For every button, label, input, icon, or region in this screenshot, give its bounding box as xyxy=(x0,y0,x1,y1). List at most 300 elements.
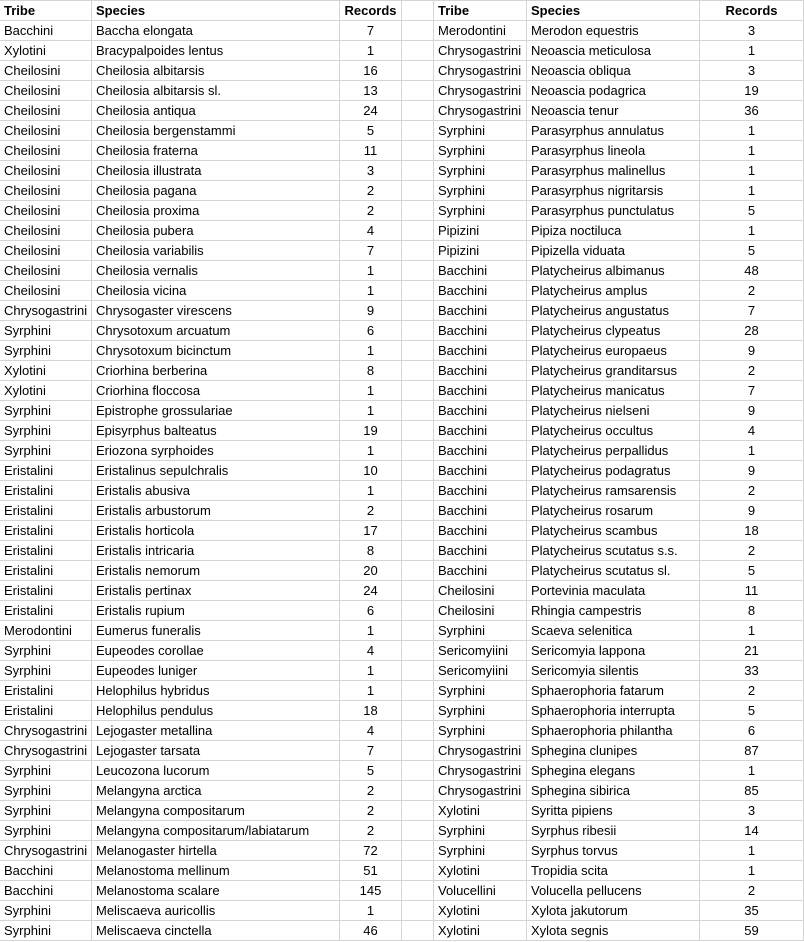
left-tribe-cell[interactable]: Bacchini xyxy=(0,21,92,41)
gap-cell[interactable] xyxy=(402,41,434,61)
right-records-cell[interactable]: 2 xyxy=(700,681,804,701)
left-species-cell[interactable]: Eristalis intricaria xyxy=(92,541,340,561)
left-species-cell[interactable]: Cheilosia pagana xyxy=(92,181,340,201)
right-records-cell[interactable]: 1 xyxy=(700,861,804,881)
right-species-cell[interactable]: Xylota jakutorum xyxy=(527,901,700,921)
left-tribe-cell[interactable]: Xylotini xyxy=(0,381,92,401)
left-species-cell[interactable]: Chrysotoxum bicinctum xyxy=(92,341,340,361)
left-records-cell[interactable]: 4 xyxy=(340,641,402,661)
left-records-cell[interactable]: 7 xyxy=(340,21,402,41)
gap-cell[interactable] xyxy=(402,641,434,661)
left-species-cell[interactable]: Eristalis pertinax xyxy=(92,581,340,601)
left-species-cell[interactable]: Cheilosia variabilis xyxy=(92,241,340,261)
left-tribe-cell[interactable]: Eristalini xyxy=(0,601,92,621)
right-species-cell[interactable]: Platycheirus rosarum xyxy=(527,501,700,521)
right-records-cell[interactable]: 5 xyxy=(700,201,804,221)
left-records-cell[interactable]: 13 xyxy=(340,81,402,101)
right-species-cell[interactable]: Scaeva selenitica xyxy=(527,621,700,641)
right-species-cell[interactable]: Parasyrphus annulatus xyxy=(527,121,700,141)
right-species-cell[interactable]: Platycheirus clypeatus xyxy=(527,321,700,341)
left-tribe-cell[interactable]: Cheilosini xyxy=(0,161,92,181)
left-tribe-cell[interactable]: Xylotini xyxy=(0,41,92,61)
left-records-cell[interactable]: 1 xyxy=(340,261,402,281)
left-tribe-cell[interactable]: Syrphini xyxy=(0,641,92,661)
left-species-cell[interactable]: Cheilosia antiqua xyxy=(92,101,340,121)
right-records-cell[interactable]: 7 xyxy=(700,301,804,321)
left-tribe-cell[interactable]: Eristalini xyxy=(0,541,92,561)
gap-cell[interactable] xyxy=(402,281,434,301)
right-tribe-cell[interactable]: Bacchini xyxy=(434,301,527,321)
right-records-cell[interactable]: 1 xyxy=(700,141,804,161)
left-species-cell[interactable]: Eristalis horticola xyxy=(92,521,340,541)
left-species-cell[interactable]: Bracypalpoides lentus xyxy=(92,41,340,61)
gap-cell[interactable] xyxy=(402,481,434,501)
right-species-cell[interactable]: Parasyrphus lineola xyxy=(527,141,700,161)
left-tribe-cell[interactable]: Syrphini xyxy=(0,761,92,781)
left-species-cell[interactable]: Eristalis abusiva xyxy=(92,481,340,501)
left-records-header[interactable]: Records xyxy=(340,1,402,21)
right-records-cell[interactable]: 9 xyxy=(700,461,804,481)
gap-cell[interactable] xyxy=(402,661,434,681)
left-records-cell[interactable]: 2 xyxy=(340,781,402,801)
left-tribe-cell[interactable]: Eristalini xyxy=(0,701,92,721)
right-species-cell[interactable]: Sphaerophoria fatarum xyxy=(527,681,700,701)
right-tribe-cell[interactable]: Sericomyiini xyxy=(434,641,527,661)
right-tribe-cell[interactable]: Bacchini xyxy=(434,281,527,301)
right-tribe-cell[interactable]: Chrysogastrini xyxy=(434,61,527,81)
gap-cell[interactable] xyxy=(402,521,434,541)
right-tribe-cell[interactable]: Cheilosini xyxy=(434,581,527,601)
gap-cell[interactable] xyxy=(402,541,434,561)
right-records-header[interactable]: Records xyxy=(700,1,804,21)
right-species-cell[interactable]: Sphegina sibirica xyxy=(527,781,700,801)
gap-cell[interactable] xyxy=(402,341,434,361)
gap-cell[interactable] xyxy=(402,781,434,801)
gap-cell[interactable] xyxy=(402,561,434,581)
left-records-cell[interactable]: 5 xyxy=(340,761,402,781)
left-species-cell[interactable]: Cheilosia vicina xyxy=(92,281,340,301)
right-records-cell[interactable]: 2 xyxy=(700,881,804,901)
left-species-cell[interactable]: Lejogaster tarsata xyxy=(92,741,340,761)
right-species-cell[interactable]: Portevinia maculata xyxy=(527,581,700,601)
right-records-cell[interactable]: 1 xyxy=(700,121,804,141)
right-records-cell[interactable]: 3 xyxy=(700,61,804,81)
right-records-cell[interactable]: 5 xyxy=(700,701,804,721)
right-tribe-cell[interactable]: Bacchini xyxy=(434,501,527,521)
left-records-cell[interactable]: 8 xyxy=(340,541,402,561)
right-records-cell[interactable]: 28 xyxy=(700,321,804,341)
left-species-cell[interactable]: Criorhina floccosa xyxy=(92,381,340,401)
right-species-cell[interactable]: Syritta pipiens xyxy=(527,801,700,821)
left-species-cell[interactable]: Cheilosia proxima xyxy=(92,201,340,221)
left-records-cell[interactable]: 1 xyxy=(340,401,402,421)
right-species-cell[interactable]: Neoascia obliqua xyxy=(527,61,700,81)
gap-cell[interactable] xyxy=(402,461,434,481)
right-records-cell[interactable]: 11 xyxy=(700,581,804,601)
left-records-cell[interactable]: 2 xyxy=(340,801,402,821)
right-species-cell[interactable]: Syrphus ribesii xyxy=(527,821,700,841)
left-records-cell[interactable]: 3 xyxy=(340,161,402,181)
right-species-cell[interactable]: Sericomyia lappona xyxy=(527,641,700,661)
left-records-cell[interactable]: 11 xyxy=(340,141,402,161)
right-records-cell[interactable]: 59 xyxy=(700,921,804,941)
left-species-cell[interactable]: Eupeodes corollae xyxy=(92,641,340,661)
left-records-cell[interactable]: 72 xyxy=(340,841,402,861)
gap-cell[interactable] xyxy=(402,381,434,401)
gap-cell[interactable] xyxy=(402,601,434,621)
left-tribe-cell[interactable]: Bacchini xyxy=(0,881,92,901)
left-tribe-cell[interactable]: Syrphini xyxy=(0,321,92,341)
left-records-cell[interactable]: 10 xyxy=(340,461,402,481)
left-tribe-cell[interactable]: Syrphini xyxy=(0,661,92,681)
right-tribe-cell[interactable]: Syrphini xyxy=(434,141,527,161)
right-records-cell[interactable]: 1 xyxy=(700,161,804,181)
right-species-cell[interactable]: Platycheirus occultus xyxy=(527,421,700,441)
left-tribe-cell[interactable]: Cheilosini xyxy=(0,81,92,101)
right-records-cell[interactable]: 1 xyxy=(700,441,804,461)
right-records-cell[interactable]: 1 xyxy=(700,841,804,861)
left-species-cell[interactable]: Melangyna compositarum xyxy=(92,801,340,821)
left-records-cell[interactable]: 1 xyxy=(340,681,402,701)
left-tribe-cell[interactable]: Syrphini xyxy=(0,781,92,801)
left-species-cell[interactable]: Chrysotoxum arcuatum xyxy=(92,321,340,341)
left-species-cell[interactable]: Melanostoma scalare xyxy=(92,881,340,901)
right-records-cell[interactable]: 1 xyxy=(700,181,804,201)
left-tribe-cell[interactable]: Eristalini xyxy=(0,581,92,601)
right-records-cell[interactable]: 2 xyxy=(700,361,804,381)
gap-cell[interactable] xyxy=(402,201,434,221)
left-species-cell[interactable]: Chrysogaster virescens xyxy=(92,301,340,321)
left-records-cell[interactable]: 16 xyxy=(340,61,402,81)
gap-cell[interactable] xyxy=(402,21,434,41)
left-tribe-cell[interactable]: Chrysogastrini xyxy=(0,721,92,741)
left-tribe-cell[interactable]: Chrysogastrini xyxy=(0,741,92,761)
gap-cell[interactable] xyxy=(402,901,434,921)
right-tribe-cell[interactable]: Syrphini xyxy=(434,681,527,701)
left-records-cell[interactable]: 1 xyxy=(340,661,402,681)
gap-cell[interactable] xyxy=(402,921,434,941)
left-records-cell[interactable]: 1 xyxy=(340,381,402,401)
right-species-cell[interactable]: Sericomyia silentis xyxy=(527,661,700,681)
left-records-cell[interactable]: 1 xyxy=(340,281,402,301)
right-species-cell[interactable]: Sphaerophoria philantha xyxy=(527,721,700,741)
left-tribe-cell[interactable]: Eristalini xyxy=(0,481,92,501)
right-tribe-cell[interactable]: Bacchini xyxy=(434,381,527,401)
right-tribe-cell[interactable]: Pipizini xyxy=(434,221,527,241)
right-records-cell[interactable]: 9 xyxy=(700,501,804,521)
right-tribe-cell[interactable]: Bacchini xyxy=(434,521,527,541)
left-records-cell[interactable]: 19 xyxy=(340,421,402,441)
left-tribe-cell[interactable]: Syrphini xyxy=(0,441,92,461)
right-species-cell[interactable]: Platycheirus perpallidus xyxy=(527,441,700,461)
left-tribe-cell[interactable]: Syrphini xyxy=(0,401,92,421)
right-species-cell[interactable]: Platycheirus granditarsus xyxy=(527,361,700,381)
right-records-cell[interactable]: 9 xyxy=(700,341,804,361)
left-records-cell[interactable]: 6 xyxy=(340,601,402,621)
left-records-cell[interactable]: 17 xyxy=(340,521,402,541)
left-species-cell[interactable]: Leucozona lucorum xyxy=(92,761,340,781)
gap-cell[interactable] xyxy=(402,161,434,181)
left-records-cell[interactable]: 9 xyxy=(340,301,402,321)
gap-cell[interactable] xyxy=(402,1,434,21)
left-species-cell[interactable]: Eristalis rupium xyxy=(92,601,340,621)
right-tribe-cell[interactable]: Chrysogastrini xyxy=(434,761,527,781)
right-tribe-cell[interactable]: Bacchini xyxy=(434,321,527,341)
left-species-cell[interactable]: Cheilosia illustrata xyxy=(92,161,340,181)
left-records-cell[interactable]: 1 xyxy=(340,341,402,361)
gap-cell[interactable] xyxy=(402,241,434,261)
gap-cell[interactable] xyxy=(402,221,434,241)
left-species-cell[interactable]: Meliscaeva cinctella xyxy=(92,921,340,941)
left-tribe-cell[interactable]: Cheilosini xyxy=(0,221,92,241)
left-species-cell[interactable]: Cheilosia albitarsis xyxy=(92,61,340,81)
left-species-cell[interactable]: Eristalinus sepulchralis xyxy=(92,461,340,481)
right-tribe-cell[interactable]: Syrphini xyxy=(434,121,527,141)
left-records-cell[interactable]: 46 xyxy=(340,921,402,941)
left-records-cell[interactable]: 4 xyxy=(340,221,402,241)
right-species-cell[interactable]: Platycheirus scutatus sl. xyxy=(527,561,700,581)
right-records-cell[interactable]: 1 xyxy=(700,221,804,241)
left-records-cell[interactable]: 1 xyxy=(340,41,402,61)
right-tribe-cell[interactable]: Volucellini xyxy=(434,881,527,901)
left-tribe-header[interactable]: Tribe xyxy=(0,1,92,21)
right-species-cell[interactable]: Platycheirus albimanus xyxy=(527,261,700,281)
left-records-cell[interactable]: 7 xyxy=(340,241,402,261)
gap-cell[interactable] xyxy=(402,361,434,381)
left-tribe-cell[interactable]: Cheilosini xyxy=(0,61,92,81)
left-records-cell[interactable]: 1 xyxy=(340,441,402,461)
right-species-cell[interactable]: Platycheirus angustatus xyxy=(527,301,700,321)
left-tribe-cell[interactable]: Syrphini xyxy=(0,421,92,441)
right-records-cell[interactable]: 5 xyxy=(700,561,804,581)
right-species-cell[interactable]: Platycheirus manicatus xyxy=(527,381,700,401)
right-tribe-cell[interactable]: Bacchini xyxy=(434,341,527,361)
right-species-cell[interactable]: Platycheirus scutatus s.s. xyxy=(527,541,700,561)
gap-cell[interactable] xyxy=(402,881,434,901)
left-records-cell[interactable]: 24 xyxy=(340,581,402,601)
left-tribe-cell[interactable]: Syrphini xyxy=(0,341,92,361)
left-species-cell[interactable]: Cheilosia albitarsis sl. xyxy=(92,81,340,101)
left-species-cell[interactable]: Cheilosia vernalis xyxy=(92,261,340,281)
gap-cell[interactable] xyxy=(402,501,434,521)
right-species-cell[interactable]: Pipiza noctiluca xyxy=(527,221,700,241)
right-tribe-cell[interactable]: Xylotini xyxy=(434,801,527,821)
left-tribe-cell[interactable]: Cheilosini xyxy=(0,101,92,121)
gap-cell[interactable] xyxy=(402,321,434,341)
left-species-cell[interactable]: Melangyna compositarum/labiatarum xyxy=(92,821,340,841)
right-tribe-cell[interactable]: Xylotini xyxy=(434,861,527,881)
left-tribe-cell[interactable]: Syrphini xyxy=(0,921,92,941)
right-tribe-cell[interactable]: Chrysogastrini xyxy=(434,81,527,101)
right-species-cell[interactable]: Neoascia podagrica xyxy=(527,81,700,101)
right-tribe-cell[interactable]: Bacchini xyxy=(434,561,527,581)
right-species-cell[interactable]: Neoascia meticulosa xyxy=(527,41,700,61)
left-species-cell[interactable]: Epistrophe grossulariae xyxy=(92,401,340,421)
gap-cell[interactable] xyxy=(402,421,434,441)
left-records-cell[interactable]: 4 xyxy=(340,721,402,741)
left-tribe-cell[interactable]: Cheilosini xyxy=(0,281,92,301)
right-records-cell[interactable]: 36 xyxy=(700,101,804,121)
gap-cell[interactable] xyxy=(402,701,434,721)
right-species-cell[interactable]: Platycheirus podagratus xyxy=(527,461,700,481)
left-tribe-cell[interactable]: Eristalini xyxy=(0,521,92,541)
gap-cell[interactable] xyxy=(402,741,434,761)
gap-cell[interactable] xyxy=(402,121,434,141)
left-tribe-cell[interactable]: Syrphini xyxy=(0,901,92,921)
left-species-cell[interactable]: Cheilosia pubera xyxy=(92,221,340,241)
right-tribe-cell[interactable]: Syrphini xyxy=(434,621,527,641)
gap-cell[interactable] xyxy=(402,181,434,201)
gap-cell[interactable] xyxy=(402,81,434,101)
left-records-cell[interactable]: 2 xyxy=(340,181,402,201)
gap-cell[interactable] xyxy=(402,261,434,281)
right-records-cell[interactable]: 33 xyxy=(700,661,804,681)
right-records-cell[interactable]: 35 xyxy=(700,901,804,921)
right-tribe-cell[interactable]: Syrphini xyxy=(434,181,527,201)
left-species-cell[interactable]: Lejogaster metallina xyxy=(92,721,340,741)
left-tribe-cell[interactable]: Cheilosini xyxy=(0,121,92,141)
right-species-cell[interactable]: Platycheirus ramsarensis xyxy=(527,481,700,501)
right-records-cell[interactable]: 14 xyxy=(700,821,804,841)
right-records-cell[interactable]: 18 xyxy=(700,521,804,541)
right-tribe-cell[interactable]: Merodontini xyxy=(434,21,527,41)
left-species-cell[interactable]: Melanogaster hirtella xyxy=(92,841,340,861)
gap-cell[interactable] xyxy=(402,801,434,821)
left-species-cell[interactable]: Episyrphus balteatus xyxy=(92,421,340,441)
left-records-cell[interactable]: 1 xyxy=(340,901,402,921)
left-tribe-cell[interactable]: Cheilosini xyxy=(0,141,92,161)
gap-cell[interactable] xyxy=(402,761,434,781)
right-tribe-cell[interactable]: Xylotini xyxy=(434,921,527,941)
right-tribe-cell[interactable]: Bacchini xyxy=(434,461,527,481)
left-species-cell[interactable]: Cheilosia bergenstammi xyxy=(92,121,340,141)
left-records-cell[interactable]: 6 xyxy=(340,321,402,341)
right-tribe-cell[interactable]: Cheilosini xyxy=(434,601,527,621)
left-tribe-cell[interactable]: Eristalini xyxy=(0,681,92,701)
right-tribe-cell[interactable]: Chrysogastrini xyxy=(434,41,527,61)
left-tribe-cell[interactable]: Bacchini xyxy=(0,861,92,881)
right-species-cell[interactable]: Platycheirus nielseni xyxy=(527,401,700,421)
right-tribe-cell[interactable]: Syrphini xyxy=(434,721,527,741)
gap-cell[interactable] xyxy=(402,141,434,161)
left-tribe-cell[interactable]: Eristalini xyxy=(0,561,92,581)
left-species-cell[interactable]: Cheilosia fraterna xyxy=(92,141,340,161)
right-records-cell[interactable]: 19 xyxy=(700,81,804,101)
left-species-cell[interactable]: Helophilus hybridus xyxy=(92,681,340,701)
gap-cell[interactable] xyxy=(402,301,434,321)
right-tribe-header[interactable]: Tribe xyxy=(434,1,527,21)
right-species-cell[interactable]: Platycheirus europaeus xyxy=(527,341,700,361)
right-tribe-cell[interactable]: Bacchini xyxy=(434,361,527,381)
left-tribe-cell[interactable]: Cheilosini xyxy=(0,241,92,261)
left-species-cell[interactable]: Eristalis arbustorum xyxy=(92,501,340,521)
gap-cell[interactable] xyxy=(402,721,434,741)
left-species-cell[interactable]: Eupeodes luniger xyxy=(92,661,340,681)
right-species-cell[interactable]: Xylota segnis xyxy=(527,921,700,941)
right-species-cell[interactable]: Pipizella viduata xyxy=(527,241,700,261)
left-records-cell[interactable]: 20 xyxy=(340,561,402,581)
right-species-cell[interactable]: Parasyrphus malinellus xyxy=(527,161,700,181)
gap-cell[interactable] xyxy=(402,581,434,601)
left-records-cell[interactable]: 18 xyxy=(340,701,402,721)
left-tribe-cell[interactable]: Cheilosini xyxy=(0,261,92,281)
left-species-header[interactable]: Species xyxy=(92,1,340,21)
left-tribe-cell[interactable]: Cheilosini xyxy=(0,181,92,201)
right-records-cell[interactable]: 2 xyxy=(700,541,804,561)
left-tribe-cell[interactable]: Xylotini xyxy=(0,361,92,381)
right-tribe-cell[interactable]: Bacchini xyxy=(434,441,527,461)
left-tribe-cell[interactable]: Chrysogastrini xyxy=(0,841,92,861)
left-species-cell[interactable]: Eristalis nemorum xyxy=(92,561,340,581)
right-records-cell[interactable]: 1 xyxy=(700,761,804,781)
gap-cell[interactable] xyxy=(402,61,434,81)
gap-cell[interactable] xyxy=(402,441,434,461)
right-records-cell[interactable]: 48 xyxy=(700,261,804,281)
right-species-cell[interactable]: Rhingia campestris xyxy=(527,601,700,621)
right-species-cell[interactable]: Syrphus torvus xyxy=(527,841,700,861)
left-species-cell[interactable]: Eriozona syrphoides xyxy=(92,441,340,461)
right-records-cell[interactable]: 2 xyxy=(700,281,804,301)
left-tribe-cell[interactable]: Chrysogastrini xyxy=(0,301,92,321)
right-species-cell[interactable]: Neoascia tenur xyxy=(527,101,700,121)
right-species-cell[interactable]: Sphegina elegans xyxy=(527,761,700,781)
right-species-cell[interactable]: Sphegina clunipes xyxy=(527,741,700,761)
right-records-cell[interactable]: 87 xyxy=(700,741,804,761)
right-records-cell[interactable]: 8 xyxy=(700,601,804,621)
right-tribe-cell[interactable]: Bacchini xyxy=(434,401,527,421)
right-tribe-cell[interactable]: Sericomyiini xyxy=(434,661,527,681)
right-tribe-cell[interactable]: Syrphini xyxy=(434,701,527,721)
right-tribe-cell[interactable]: Syrphini xyxy=(434,841,527,861)
right-records-cell[interactable]: 4 xyxy=(700,421,804,441)
right-records-cell[interactable]: 2 xyxy=(700,481,804,501)
right-species-cell[interactable]: Volucella pellucens xyxy=(527,881,700,901)
right-tribe-cell[interactable]: Syrphini xyxy=(434,821,527,841)
right-species-cell[interactable]: Parasyrphus nigritarsis xyxy=(527,181,700,201)
right-tribe-cell[interactable]: Chrysogastrini xyxy=(434,101,527,121)
gap-cell[interactable] xyxy=(402,821,434,841)
right-tribe-cell[interactable]: Syrphini xyxy=(434,161,527,181)
right-species-cell[interactable]: Merodon equestris xyxy=(527,21,700,41)
left-records-cell[interactable]: 5 xyxy=(340,121,402,141)
left-species-cell[interactable]: Meliscaeva auricollis xyxy=(92,901,340,921)
right-records-cell[interactable]: 21 xyxy=(700,641,804,661)
right-tribe-cell[interactable]: Syrphini xyxy=(434,201,527,221)
right-records-cell[interactable]: 3 xyxy=(700,21,804,41)
right-records-cell[interactable]: 85 xyxy=(700,781,804,801)
left-species-cell[interactable]: Eumerus funeralis xyxy=(92,621,340,641)
left-species-cell[interactable]: Melanostoma mellinum xyxy=(92,861,340,881)
gap-cell[interactable] xyxy=(402,681,434,701)
left-species-cell[interactable]: Melangyna arctica xyxy=(92,781,340,801)
gap-cell[interactable] xyxy=(402,101,434,121)
left-records-cell[interactable]: 145 xyxy=(340,881,402,901)
right-species-header[interactable]: Species xyxy=(527,1,700,21)
left-tribe-cell[interactable]: Syrphini xyxy=(0,821,92,841)
right-tribe-cell[interactable]: Bacchini xyxy=(434,481,527,501)
gap-cell[interactable] xyxy=(402,841,434,861)
right-tribe-cell[interactable]: Xylotini xyxy=(434,901,527,921)
right-species-cell[interactable]: Tropidia scita xyxy=(527,861,700,881)
left-records-cell[interactable]: 2 xyxy=(340,821,402,841)
right-records-cell[interactable]: 7 xyxy=(700,381,804,401)
right-species-cell[interactable]: Platycheirus amplus xyxy=(527,281,700,301)
right-tribe-cell[interactable]: Bacchini xyxy=(434,541,527,561)
right-species-cell[interactable]: Sphaerophoria interrupta xyxy=(527,701,700,721)
left-tribe-cell[interactable]: Cheilosini xyxy=(0,201,92,221)
right-species-cell[interactable]: Parasyrphus punctulatus xyxy=(527,201,700,221)
left-records-cell[interactable]: 8 xyxy=(340,361,402,381)
